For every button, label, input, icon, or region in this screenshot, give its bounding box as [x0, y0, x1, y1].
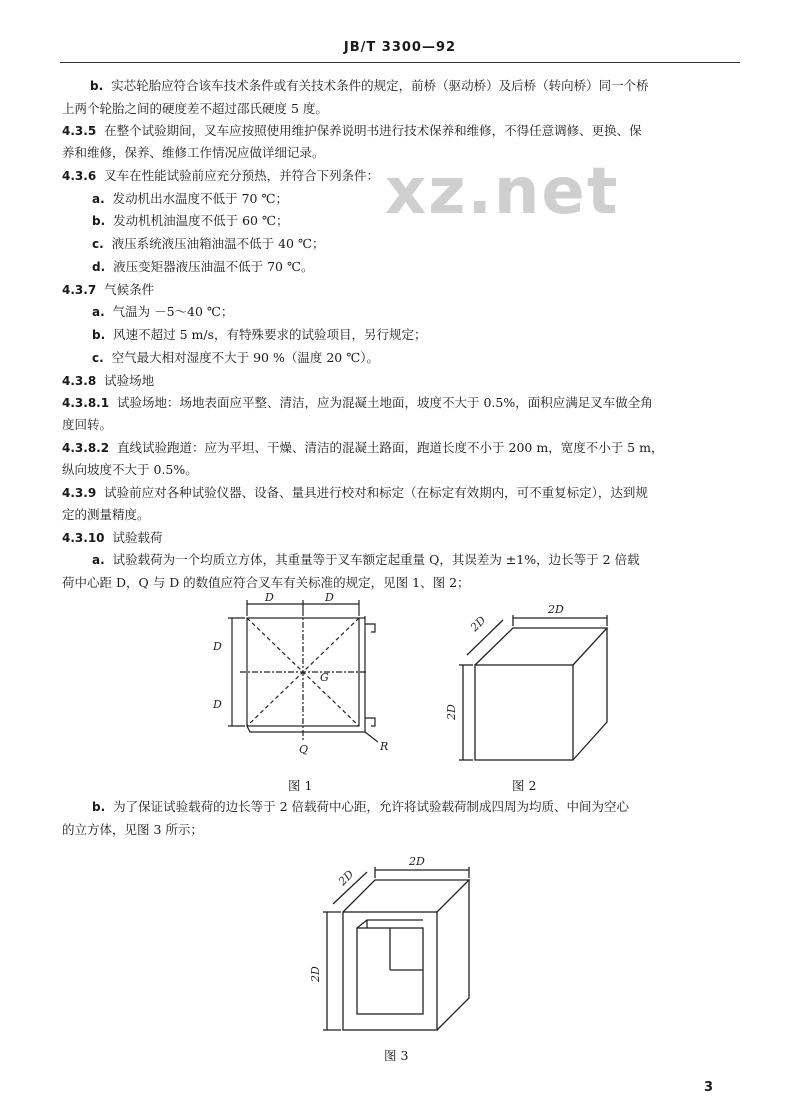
line-4-3-8-1: 4.3.8.1 试验场地：场地表面应平整、清洁，应为混凝土地面，坡度不大于 0.5%，面积应满足叉车做全角: [62, 395, 653, 410]
line-4-3-7-c: c. 空气最大相对湿度不大于 90 %（温度 20 ℃）。: [92, 350, 379, 365]
line-4-3-10-a: a. 试验载荷为一个均质立方体，其重量等于叉车额定起重量 Q，其误差为 ±1%，边长等于 2 倍载: [92, 552, 640, 567]
line-4-3-7: 4.3.7 气候条件: [62, 282, 155, 297]
fig1-label-d-top-left: D: [265, 591, 274, 604]
figure-3: [305, 850, 485, 1040]
fig2-label-side: 2D: [467, 613, 489, 635]
figure-1: [210, 590, 410, 770]
line-4-3-5: 4.3.5 在整个试验期间，叉车应按照使用维护保养说明书进行技术保养和维修，不得任意调修、更换、保: [62, 123, 642, 138]
fig3-label-side: 2D: [335, 867, 357, 889]
fig3-label-height: 2D: [309, 966, 322, 982]
line-4-3-10-b-cont: 的立方体，见图 3 所示；: [62, 822, 203, 837]
line-4-3-10-a-cont: 荷中心距 D，Q 与 D 的数值应符合叉车有关标准的规定，见图 1、图 2；: [62, 575, 470, 590]
line-4-3-7-a: a. 气温为 －5～40 ℃；: [92, 304, 234, 319]
fig2-label-top: 2D: [548, 603, 564, 616]
line-b-tires: b. 实芯轮胎应符合该车技术条件或有关技术条件的规定，前桥（驱动桥）及后桥（转向桥）同一个桥: [90, 78, 649, 93]
line-4-3-8-1-cont: 度回转。: [62, 417, 113, 432]
watermark: xz.net: [385, 155, 620, 229]
line-4-3-8: 4.3.8 试验场地: [62, 373, 155, 388]
line-4-3-10: 4.3.10 试验载荷: [62, 530, 163, 545]
line-4-3-8-2: 4.3.8.2 直线试验跑道：应为平坦、干燥、清洁的混凝土路面，跑道长度不小于 200 m，宽度不小于 5 m，: [62, 440, 664, 455]
fig1-label-d-left-upper: D: [213, 640, 222, 653]
line-4-3-8-2-cont: 纵向坡度不大于 0.5%。: [62, 462, 198, 477]
fig3-label-top: 2D: [409, 855, 425, 868]
line-4-3-9: 4.3.9 试验前应对各种试验仪器、设备、量具进行校对和标定（在标定有效期内，可不重复标定），达到规: [62, 485, 648, 500]
fig1-label-q: Q: [299, 743, 309, 756]
line-4-3-6-a: a. 发动机出水温度不低于 70 ℃；: [92, 191, 288, 206]
fig2-label-height: 2D: [445, 704, 458, 720]
line-4-3-9-cont: 定的测量精度。: [62, 507, 150, 522]
fig1-label-d-left-lower: D: [213, 698, 222, 711]
fig1-label-g: G: [320, 671, 329, 684]
page-header: JB/T 3300—92: [343, 40, 457, 55]
fig1-label-r: R: [380, 740, 389, 753]
fig3-caption: 图 3: [384, 1048, 409, 1063]
line-b-tires-cont: 上两个轮胎之间的硬度差不超过邵氏硬度 5 度。: [62, 101, 328, 116]
line-4-3-10-b: b. 为了保证试验载荷的边长等于 2 倍载荷中心距，允许将试验载荷制成四周为均质、中间为空心: [92, 799, 630, 814]
header-rule: [60, 62, 740, 63]
line-4-3-6: 4.3.6 叉车在性能试验前应充分预热，并符合下列条件：: [62, 168, 380, 183]
line-4-3-6-d: d. 液压变矩器液压油温不低于 70 ℃。: [92, 259, 314, 274]
figure-2: [445, 590, 615, 770]
page-number: 3: [704, 1080, 714, 1095]
fig1-caption: 图 1: [288, 778, 313, 793]
fig2-caption: 图 2: [512, 778, 537, 793]
line-4-3-6-c: c. 液压系统液压油箱油温不低于 40 ℃；: [92, 236, 325, 251]
line-4-3-7-b: b. 风速不超过 5 m/s，有特殊要求的试验项目，另行规定；: [92, 327, 427, 342]
line-4-3-6-b: b. 发动机机油温度不低于 60 ℃；: [92, 213, 289, 228]
fig1-label-d-top-right: D: [325, 591, 334, 604]
line-4-3-5-cont: 养和维修，保养、维修工作情况应做详细记录。: [62, 145, 325, 160]
